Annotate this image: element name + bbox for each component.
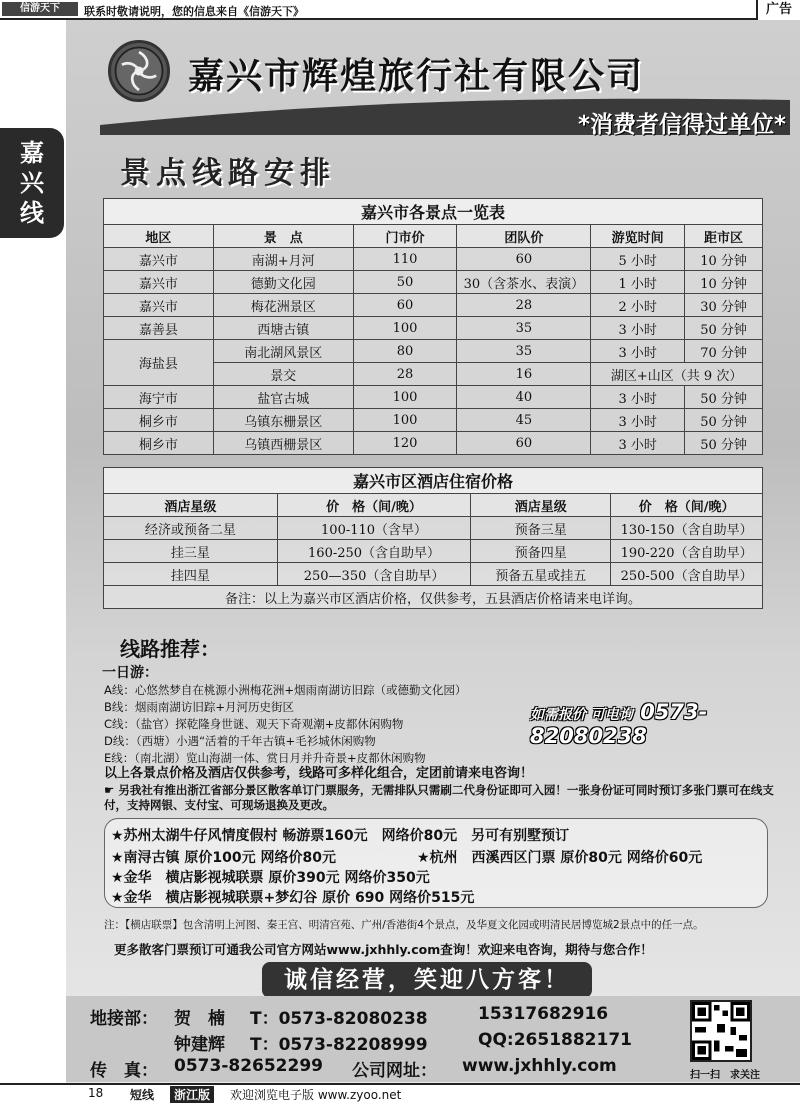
ticket-offer: ★南浔古镇 原价100元 网络价80元 [111, 850, 337, 866]
column-header: 价 格（间/晚） [611, 494, 763, 517]
routes-title [120, 633, 220, 662]
table-cell: 南北湖风景区 [213, 340, 353, 363]
table-row [104, 409, 763, 432]
price-disclaimer: 以上各景点价格及酒店仅供参考，线路可多样化组合，定团前请来电咨询！ [104, 766, 534, 781]
table-cell: 3 小时 [591, 386, 685, 409]
contact-name: 贺 楠 [174, 1009, 225, 1029]
table-cell: 40 [457, 386, 591, 409]
table-cell: 250—350（含自助早） [277, 563, 471, 586]
table-row [104, 540, 763, 563]
quote-label: 如需报价 可电询 [530, 707, 633, 723]
hotel-note: 备注：以上为嘉兴市区酒店价格，仅供参考，五县酒店价格请来电详询。 [104, 586, 763, 609]
table-cell: 28 [457, 294, 591, 317]
column-header: 团队价 [457, 225, 591, 248]
table-cell: 挂四星 [104, 563, 278, 586]
table-cell: 1 小时 [591, 271, 685, 294]
ad-label: 广告 [756, 0, 800, 20]
routes-title-text: 线路推荐： [120, 637, 220, 661]
table-cell: 35 [457, 340, 591, 363]
table-row [104, 340, 763, 363]
table-cell: 30 分钟 [685, 294, 763, 317]
side-tab-char: 兴 [20, 168, 44, 197]
e-edition-link[interactable]: 欢迎浏览电子版 www.zyoo.net [230, 1088, 402, 1102]
table-cell: 3 小时 [591, 340, 685, 363]
route-line: D线：（西塘）小遇“活着的千年古镇+毛衫城休闲购物 [104, 734, 376, 748]
table-cell: 50 分钟 [685, 432, 763, 455]
table-row [104, 386, 763, 409]
contact-tel[interactable]: T：0573-82080238 [250, 1009, 428, 1029]
ticket-service-notice [104, 783, 784, 813]
day-tour-label: 一日游： [102, 665, 158, 681]
qr-code-icon[interactable] [690, 1000, 752, 1062]
table-caption: 嘉兴市各景点一览表 [104, 199, 763, 225]
table-row [104, 317, 763, 340]
table-cell: 经济或预备二星 [104, 517, 278, 540]
table-cell: 10 分钟 [685, 271, 763, 294]
quote-phone[interactable]: 0573-82080238 [530, 700, 708, 748]
table-cell: 预备四星 [471, 540, 611, 563]
table-cell: 3 小时 [591, 409, 685, 432]
table-header-row [104, 225, 763, 248]
column-header: 游览时间 [591, 225, 685, 248]
table-cell: 100-110（含早） [277, 517, 471, 540]
table-cell: 110 [353, 248, 457, 271]
table-cell: 60 [457, 432, 591, 455]
column-header: 酒店星级 [471, 494, 611, 517]
dept-label: 地接部： [90, 1009, 158, 1029]
qr-caption: 扫一扫 求关注 [690, 1070, 760, 1081]
table-cell: 嘉兴市 [104, 271, 214, 294]
table-cell: 景交 [213, 363, 353, 386]
ticket-offers-box [104, 818, 768, 908]
website-url[interactable]: www.jxhhly.com [462, 1056, 617, 1076]
table-row [104, 517, 763, 540]
side-tab-char: 线 [20, 198, 44, 227]
table-row [104, 294, 763, 317]
table-cell: 湖区+山区（共 9 次） [591, 363, 763, 386]
magazine-section: 短线 [130, 1088, 155, 1102]
table-cell: 30（含茶水、表演） [457, 271, 591, 294]
column-header: 距市区 [685, 225, 763, 248]
column-header: 景 点 [213, 225, 353, 248]
quote-phone-banner [530, 700, 800, 748]
ticket-offer: ★金华 横店影视城联票 原价390元 网络价350元 [111, 870, 430, 886]
table-cell: 130-150（含自助早） [611, 517, 763, 540]
slogan: *消费者信得过单位* [577, 112, 786, 138]
table-cell: 50 分钟 [685, 386, 763, 409]
page-number: 18 [88, 1086, 104, 1100]
table-row [104, 248, 763, 271]
table-header-row [104, 494, 763, 517]
table-cell: 德勤文化园 [213, 271, 353, 294]
table-cell: 海盐县 [104, 340, 214, 386]
pointing-hand-icon: ☛ [104, 783, 119, 797]
table-cell: 挂三星 [104, 540, 278, 563]
table-cell: 70 分钟 [685, 340, 763, 363]
contact-mobile[interactable]: 15317682916 [478, 1004, 609, 1024]
table-cell: 预备三星 [471, 517, 611, 540]
route-line: C线：（盐官）探乾隆身世谜、观天下奇观潮+皮都休闲购物 [104, 717, 404, 731]
table-cell: 盐官古城 [213, 386, 353, 409]
table-cell: 35 [457, 317, 591, 340]
ticket-offer: ★杭州 西溪西区门票 原价80元 网络价60元 [417, 850, 703, 866]
bottom-bar [0, 1083, 800, 1101]
ticket-offer: ★金华 横店影视城联票+梦幻谷 原价 690 网络价515元 [111, 890, 475, 906]
table-cell: 3 小时 [591, 317, 685, 340]
table-cell: 160-250（含自助早） [277, 540, 471, 563]
table-row [104, 271, 763, 294]
contact-tel[interactable]: T：0573-82208999 [250, 1035, 428, 1055]
table-cell: 100 [353, 409, 457, 432]
table-cell: 45 [457, 409, 591, 432]
table-cell: 桐乡市 [104, 409, 214, 432]
table-cell: 16 [457, 363, 591, 386]
website-label: 公司网址： [352, 1061, 437, 1081]
attractions-table [103, 198, 763, 455]
table-cell: 100 [353, 386, 457, 409]
table-cell: 3 小时 [591, 432, 685, 455]
fax-label: 传 真： [90, 1061, 158, 1081]
table-cell: 梅花洲景区 [213, 294, 353, 317]
top-bar [0, 0, 800, 20]
table-cell: 100 [353, 317, 457, 340]
table-cell: 190-220（含自助早） [611, 540, 763, 563]
table-cell: 西塘古镇 [213, 317, 353, 340]
edition-badge: 浙江版 [170, 1086, 214, 1103]
route-line: E线：（南北湖）览山海湖一体、赏日月并升奇景+皮都休闲购物 [104, 751, 426, 765]
column-header: 门市价 [353, 225, 457, 248]
company-emblem-icon [108, 40, 170, 102]
table-cell: 28 [353, 363, 457, 386]
hengdian-footnote: 注：【横店联票】包含清明上河图、秦王宫、明清宫苑、广州/香港街4个景点，及华夏文化园或明清民居博览城2景点中的任一点。 [104, 919, 704, 931]
table-cell: 10 分钟 [685, 248, 763, 271]
website-promo: 更多散客门票预订可通我公司官方网站www.jxhhly.com查询！欢迎来电咨询，期待与您合作！ [114, 942, 653, 957]
table-caption: 嘉兴市区酒店住宿价格 [104, 468, 763, 494]
table-cell: 80 [353, 340, 457, 363]
ticket-offer: ★苏州太湖牛仔风情度假村 畅游票160元 网络价80元 另可有别墅预订 [111, 828, 570, 844]
company-name: 嘉兴市辉煌旅行社有限公司 [188, 56, 645, 97]
table-cell: 嘉兴市 [104, 294, 214, 317]
table-cell: 50 分钟 [685, 409, 763, 432]
contact-panel [66, 996, 800, 1082]
table-cell: 嘉兴市 [104, 248, 214, 271]
contact-name: 钟建辉 [174, 1035, 225, 1055]
column-header: 酒店星级 [104, 494, 278, 517]
table-cell: 250-500（含自助早） [611, 563, 763, 586]
column-header: 地区 [104, 225, 214, 248]
table-cell: 乌镇西栅景区 [213, 432, 353, 455]
table-cell: 5 小时 [591, 248, 685, 271]
top-notice: 联系时敬请说明，您的信息来自《信游天下》 [84, 5, 304, 18]
magazine-logo: 信游天下 [2, 2, 78, 16]
table-cell: 60 [353, 294, 457, 317]
table-row [104, 432, 763, 455]
table-cell: 嘉善县 [104, 317, 214, 340]
table-cell: 南湖+月河 [213, 248, 353, 271]
fax-number: 0573-82652299 [174, 1056, 323, 1076]
table-cell: 乌镇东栅景区 [213, 409, 353, 432]
table-cell: 海宁市 [104, 386, 214, 409]
table-cell: 120 [353, 432, 457, 455]
side-tab-char: 嘉 [20, 138, 44, 167]
table-cell: 桐乡市 [104, 432, 214, 455]
table-cell: 预备五星或挂五 [471, 563, 611, 586]
hotel-price-table [103, 467, 763, 609]
table-row [104, 563, 763, 586]
region-side-tab [0, 128, 64, 238]
section-title: 景点线路安排 [120, 156, 336, 191]
table-cell: 2 小时 [591, 294, 685, 317]
route-line: A线：心悠然梦自在桃源小洲梅花洲+烟雨南湖访旧踪（或德勤文化园） [104, 683, 467, 697]
table-cell: 60 [457, 248, 591, 271]
contact-qq[interactable]: QQ:2651882171 [478, 1030, 632, 1050]
motto: 诚信经营，笑迎八方客！ [262, 962, 592, 998]
table-cell: 50 [353, 271, 457, 294]
ticket-service-text: 另我社有推出浙江省部分景区散客单订门票服务，无需排队只需刷二代身份证即可入园！一张身份证可同时预订多张门票可在线支付，支持网银、支付宝、可现场退换及更改。 [104, 783, 774, 812]
column-header: 价 格（间/晚） [277, 494, 471, 517]
route-line: B线：烟雨南湖访旧踪+月河历史街区 [104, 700, 295, 714]
table-cell: 50 分钟 [685, 317, 763, 340]
